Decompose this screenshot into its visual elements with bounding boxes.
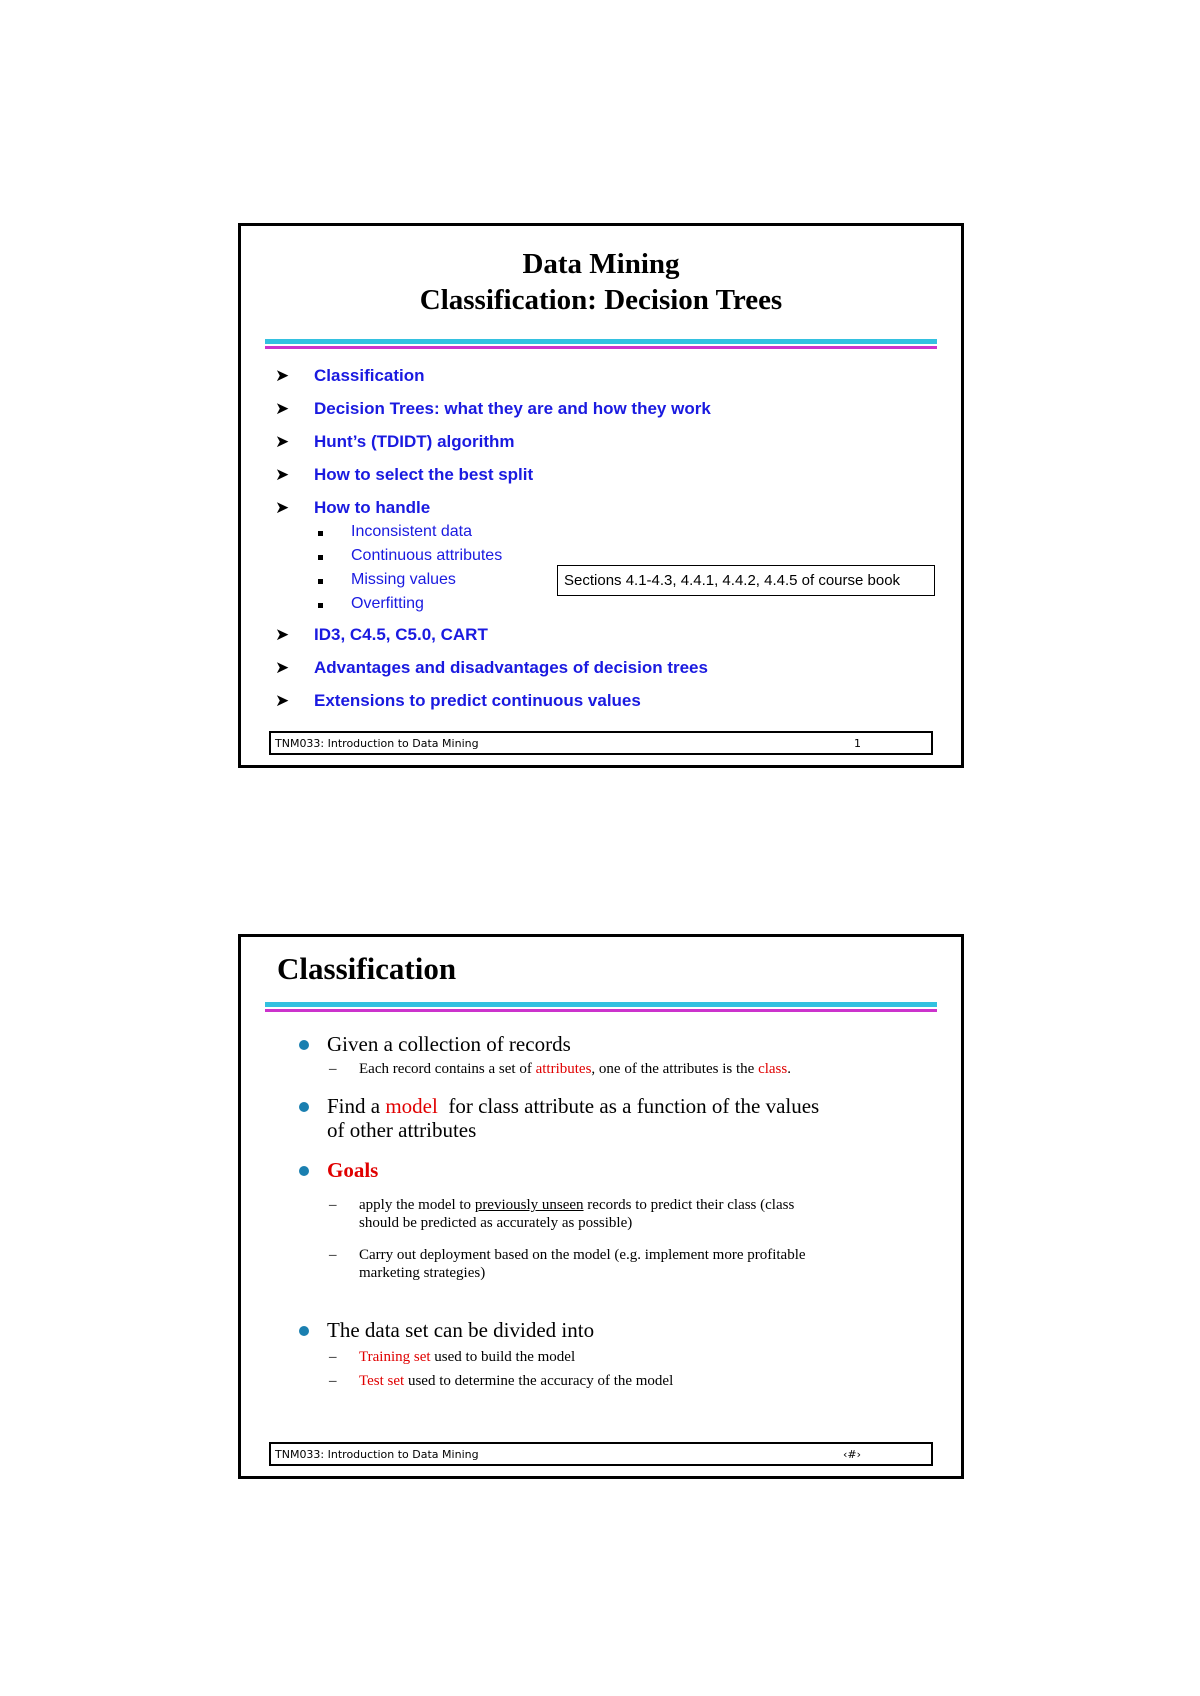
- arrow-bullet-icon: ➤: [275, 366, 290, 386]
- slide-1: [238, 223, 964, 768]
- sub-item: Overfitting: [314, 595, 915, 619]
- slide-footer: [269, 1442, 933, 1466]
- title-rule: [265, 339, 937, 349]
- title-rule: [265, 1002, 937, 1012]
- slide-content: [295, 1032, 915, 1390]
- square-bullet-icon: [318, 603, 323, 608]
- outline-item: ➤ How to handle: [275, 498, 431, 518]
- square-bullet-icon: [318, 555, 323, 560]
- dot-bullet-icon: [299, 1326, 309, 1336]
- arrow-bullet-icon: ➤: [275, 432, 290, 452]
- arrow-bullet-icon: ➤: [275, 658, 290, 678]
- sub-bullet: – apply the model to previously unseen records to predict their class (class should be predicted as accurately as possible): [329, 1197, 795, 1231]
- bullet-item: Find a model for class attribute as a function of the values of other attributes: [295, 1094, 915, 1142]
- sub-bullet: – Test set used to determine the accuracy of the model: [329, 1373, 674, 1389]
- sub-item: Continuous attributes: [314, 547, 915, 571]
- slide-2: [238, 934, 964, 1479]
- sub-bullet: – Carry out deployment based on the model (e.g. implement more profitable marketing strategies): [329, 1247, 806, 1281]
- arrow-bullet-icon: ➤: [275, 625, 290, 645]
- slide-title: Classification: [277, 951, 457, 986]
- bullet-item: Given a collection of records: [295, 1032, 915, 1056]
- arrow-bullet-icon: ➤: [275, 399, 290, 419]
- page-number: ‹#›: [842, 1448, 861, 1461]
- slide-footer: [269, 731, 933, 755]
- dot-bullet-icon: [299, 1102, 309, 1112]
- bullet-item: The data set can be divided into: [295, 1318, 915, 1342]
- outline-item: ➤ Hunt’s (TDIDT) algorithm: [275, 432, 515, 452]
- outline-item: ➤ ID3, C4.5, C5.0, CART: [275, 625, 488, 645]
- outline-item: ➤ Advantages and disadvantages of decision trees: [275, 658, 708, 678]
- title-line-2: Classification: Decision Trees: [419, 284, 783, 316]
- outline-list: [275, 366, 915, 724]
- outline-item: ➤ Classification: [275, 366, 425, 386]
- outline-item: ➤ Extensions to predict continuous values: [275, 691, 641, 711]
- square-bullet-icon: [318, 531, 323, 536]
- bullet-item: Goals: [295, 1158, 915, 1182]
- sub-bullet: – Each record contains a set of attributes, one of the attributes is the class.: [329, 1061, 791, 1077]
- sub-bullet: – Training set used to build the model: [329, 1349, 576, 1365]
- page-number: 1: [854, 737, 861, 750]
- square-bullet-icon: [318, 579, 323, 584]
- arrow-bullet-icon: ➤: [275, 465, 290, 485]
- title-line-1: Data Mining: [522, 248, 680, 280]
- sub-item: Inconsistent data: [314, 523, 915, 547]
- section-reference-box: Sections 4.1-4.3, 4.4.1, 4.4.2, 4.4.5 of course book: [557, 565, 935, 596]
- outline-item: ➤ How to select the best split: [275, 465, 534, 485]
- dot-bullet-icon: [299, 1166, 309, 1176]
- sub-item: Missing values: [314, 571, 915, 595]
- slide-title: [241, 246, 961, 318]
- arrow-bullet-icon: ➤: [275, 498, 290, 518]
- footer-course: TNM033: Introduction to Data Mining: [275, 737, 479, 750]
- footer-course: TNM033: Introduction to Data Mining: [275, 1448, 479, 1461]
- dot-bullet-icon: [299, 1040, 309, 1050]
- outline-item: ➤ Decision Trees: what they are and how they work: [275, 399, 711, 419]
- arrow-bullet-icon: ➤: [275, 691, 290, 711]
